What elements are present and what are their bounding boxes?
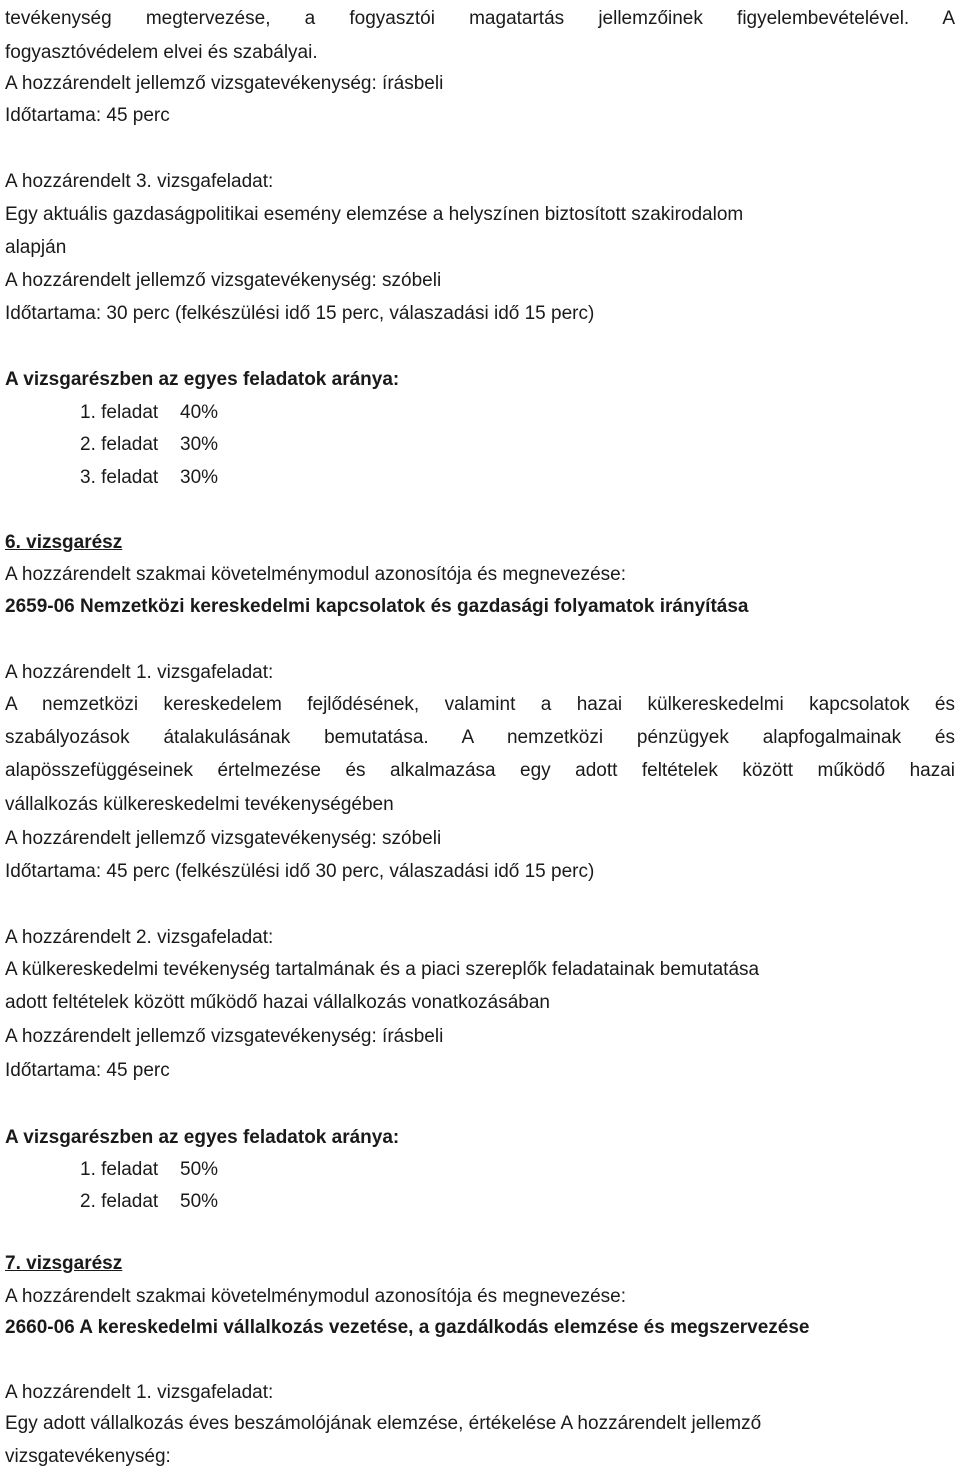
task-description: adott feltételek között működő hazai vállalkozás vonatkozásában [5,992,550,1013]
ratio-heading: A vizsgarészben az egyes feladatok aránya: [5,369,400,390]
module-label: A hozzárendelt szakmai követelménymodul azonosítója és megnevezése: [5,1286,627,1307]
module-label: A hozzárendelt szakmai követelménymodul azonosítója és megnevezése: [5,564,627,585]
intro-line: fogyasztóvédelem elvei és szabályai. [5,42,318,63]
ratio-item-value: 30% [180,467,219,488]
task-description: alapösszefüggéseinek értelmezése és alkalmazása egy adott feltételek között működő hazai [5,760,955,781]
task-heading: A hozzárendelt 1. vizsgafeladat: [5,662,274,683]
ratio-item [80,428,380,461]
exam-duration: Időtartama: 45 perc [5,1060,170,1081]
exam-activity: A hozzárendelt jellemző vizsgatevékenység: szóbeli [5,828,442,849]
ratio-item-label: 2. feladat [80,1191,159,1212]
exam-duration: Időtartama: 45 perc [5,105,170,126]
exam-activity: A hozzárendelt jellemző vizsgatevékenység: szóbeli [5,270,442,291]
task-description: vizsgatevékenység: [5,1446,171,1467]
ratio-item-label: 3. feladat [80,467,159,488]
task-description: szabályozások átalakulásának bemutatása. A nemzetközi pénzügyek alapfogalmainak és [5,727,955,748]
module-name: 2659-06 Nemzetközi kereskedelmi kapcsolatok és gazdasági folyamatok irányítása [5,596,749,617]
task-heading: A hozzárendelt 1. vizsgafeladat: [5,1382,274,1403]
ratio-item-label: 1. feladat [80,1159,159,1180]
task-description: Egy aktuális gazdaságpolitikai esemény elemzése a helyszínen biztosított szakirodalom [5,204,744,225]
task-heading: A hozzárendelt 3. vizsgafeladat: [5,171,274,192]
ratio-item-value: 50% [180,1191,219,1212]
task-description: A nemzetközi kereskedelem fejlődésének, valamint a hazai külkereskedelmi kapcsolatok és [5,694,955,715]
exam-activity: A hozzárendelt jellemző vizsgatevékenység: írásbeli [5,1026,444,1047]
exam-activity: A hozzárendelt jellemző vizsgatevékenység: írásbeli [5,73,444,94]
exam-duration: Időtartama: 30 perc (felkészülési idő 15 perc, válaszadási idő 15 perc) [5,303,595,324]
ratio-item-value: 30% [180,434,219,455]
task-description: Egy adott vállalkozás éves beszámolójának elemzése, értékelése A hozzárendelt jellemző [5,1413,762,1434]
section-title: 7. vizsgarész [5,1253,123,1274]
task-heading: A hozzárendelt 2. vizsgafeladat: [5,927,274,948]
ratio-item [80,1153,380,1186]
section-title: 6. vizsgarész [5,532,123,553]
ratio-heading: A vizsgarészben az egyes feladatok aránya: [5,1127,400,1148]
ratio-item-label: 2. feladat [80,434,159,455]
task-description: alapján [5,237,67,258]
module-name: 2660-06 A kereskedelmi vállalkozás vezetése, a gazdálkodás elemzése és megszervezése [5,1317,810,1338]
ratio-item-value: 50% [180,1159,219,1180]
intro-line: tevékenység megtervezése, a fogyasztói magatartás jellemzőinek figyelembevételével. A [5,8,955,29]
ratio-item-value: 40% [180,402,219,423]
ratio-item [80,1185,380,1218]
exam-duration: Időtartama: 45 perc (felkészülési idő 30 perc, válaszadási idő 15 perc) [5,861,595,882]
ratio-item [80,396,380,429]
ratio-item [80,461,380,494]
task-description: A külkereskedelmi tevékenység tartalmának és a piaci szereplők feladatainak bemutatása [5,959,760,980]
ratio-item-label: 1. feladat [80,402,159,423]
task-description: vállalkozás külkereskedelmi tevékenységében [5,794,394,815]
